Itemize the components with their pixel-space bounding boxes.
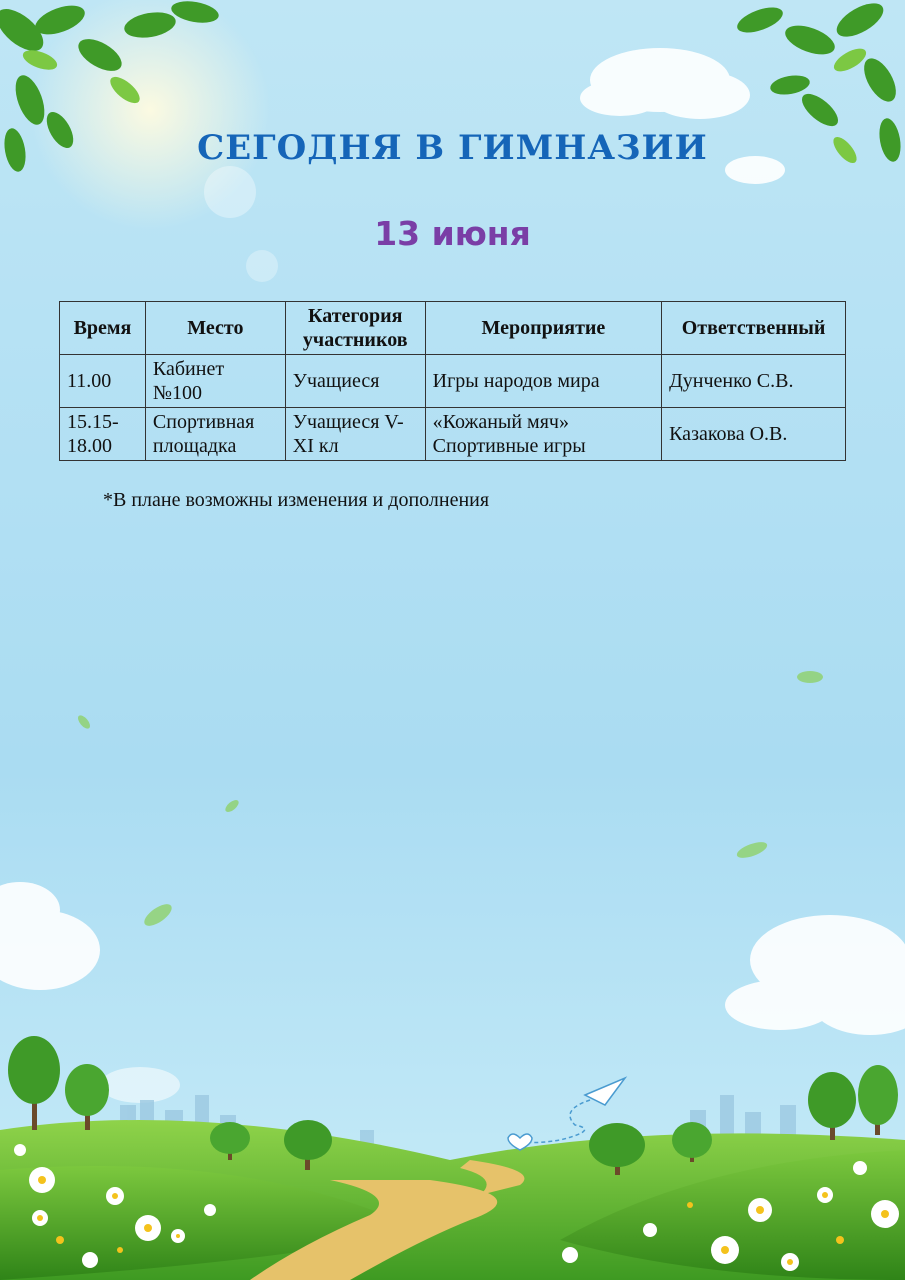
header-place: Место [145, 302, 285, 355]
date-heading: 13 июня [374, 214, 531, 253]
cell-responsible: Дунченко С.В. [662, 355, 846, 408]
cell-category: Учащиеся [285, 355, 425, 408]
cell-place: Кабинет №100 [145, 355, 285, 408]
cell-responsible: Казакова О.В. [662, 408, 846, 461]
cell-category: Учащиеся V-XI кл [285, 408, 425, 461]
header-responsible: Ответственный [662, 302, 846, 355]
cell-event: «Кожаный мяч» Спортивные игры [425, 408, 661, 461]
header-category: Категория участников [285, 302, 425, 355]
cell-event: Игры народов мира [425, 355, 661, 408]
cell-place: Спортивная площадка [145, 408, 285, 461]
cell-time: 15.15-18.00 [60, 408, 146, 461]
header-event: Мероприятие [425, 302, 661, 355]
header-time: Время [60, 302, 146, 355]
table-row [60, 355, 846, 408]
table-header-row [60, 302, 846, 355]
page-title: СЕГОДНЯ В ГИМНАЗИИ [197, 128, 708, 168]
schedule-table [59, 301, 846, 461]
footnote: *В плане возможны изменения и дополнения [103, 489, 490, 511]
table-row [60, 408, 846, 461]
cell-time: 11.00 [60, 355, 146, 408]
